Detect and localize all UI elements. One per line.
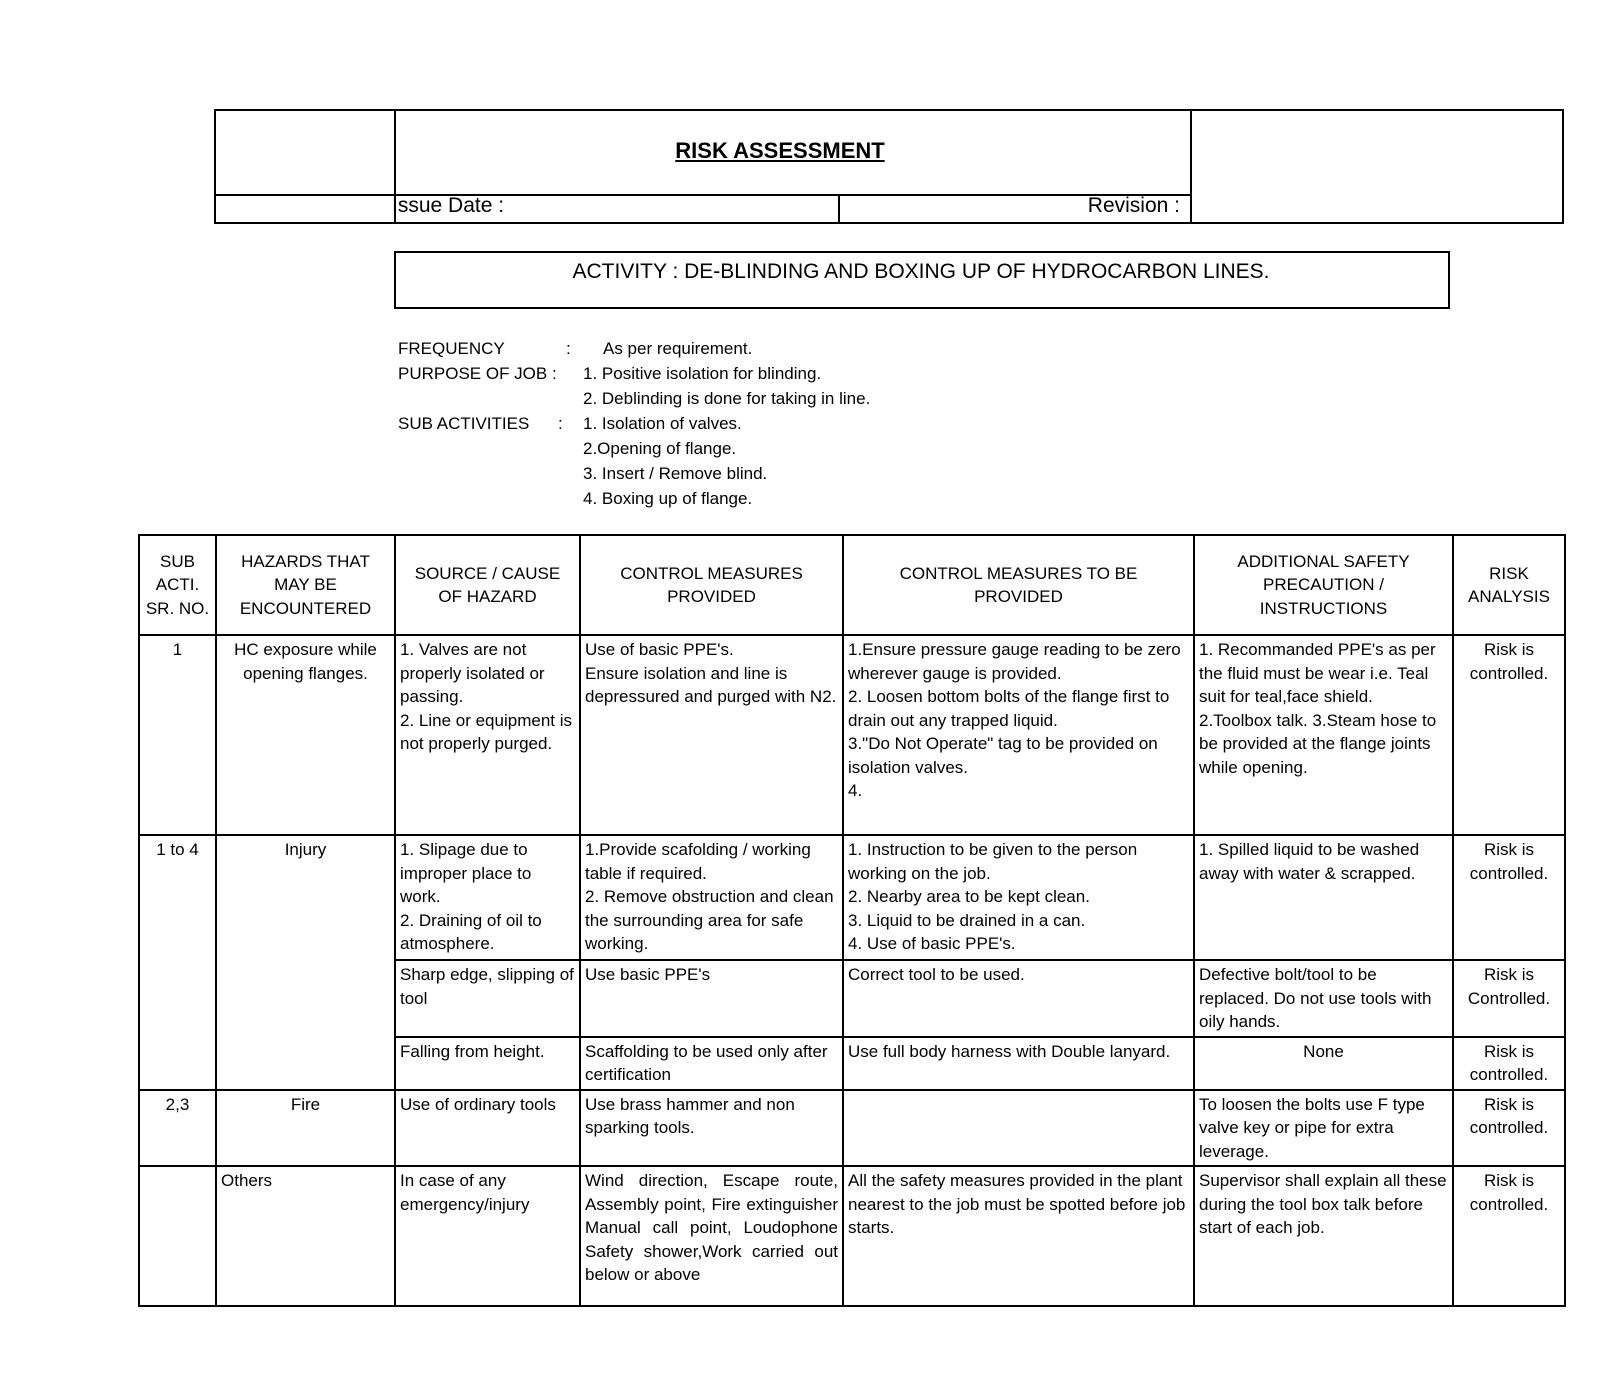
cell-control-to-provide: All the safety measures provided in the plant nearest to the job must be spotted before job starts.: [843, 1166, 1194, 1306]
revision-label: Revision :: [1087, 194, 1180, 217]
header-divider-middle: [838, 194, 840, 224]
frequency-colon: :: [566, 339, 571, 358]
cell-additional: 1. Recommanded PPE's as per the fluid must be wear i.e. Teal suit for teal,face shield. 2.Toolbox talk. 3.Steam hose to be provided at the flange joints while opening.: [1194, 635, 1453, 835]
cell-control-provided: Use basic PPE's: [580, 960, 843, 1037]
cell-additional: To loosen the bolts use F type valve key or pipe for extra leverage.: [1194, 1090, 1453, 1167]
cell-source: Use of ordinary tools: [395, 1090, 580, 1167]
cell-risk: Risk is controlled.: [1453, 635, 1565, 835]
cell-risk: Risk is controlled.: [1453, 1166, 1565, 1306]
header-risk: RISK ANALYSIS: [1453, 535, 1565, 635]
cell-source: 1. Slipage due to improper place to work. 2. Draining of oil to atmosphere.: [395, 835, 580, 960]
cell-additional: Defective bolt/tool to be replaced. Do not use tools with oily hands.: [1194, 960, 1453, 1037]
table-row: [139, 1166, 1565, 1306]
frequency-value: As per requirement.: [603, 339, 753, 358]
cell-additional: 1. Spilled liquid to be washed away with water & scrapped.: [1194, 835, 1453, 960]
table-header-row: [139, 535, 1565, 635]
cell-source: Falling from height.: [395, 1037, 580, 1090]
table-row: [139, 635, 1565, 835]
activity-title: ACTIVITY : DE-BLINDING AND BOXING UP OF HYDROCARBON LINES.: [572, 260, 1270, 283]
header-control-provided: CONTROL MEASURES PROVIDED: [580, 535, 843, 635]
header-additional: ADDITIONAL SAFETY PRECAUTION / INSTRUCTIONS: [1194, 535, 1453, 635]
cell-hazard: Injury: [216, 835, 395, 1090]
document-title: RISK ASSESSMENT: [675, 138, 885, 163]
job-info: [398, 336, 958, 516]
header-control-to-provide: CONTROL MEASURES TO BE PROVIDED: [843, 535, 1194, 635]
sub-activity-item: 4. Boxing up of flange.: [583, 489, 753, 508]
sub-activity-item: 1. Isolation of valves.: [583, 414, 742, 433]
cell-control-provided: Scaffolding to be used only after certification: [580, 1037, 843, 1090]
purpose-label: PURPOSE OF JOB :: [398, 364, 557, 383]
cell-risk: Risk is controlled.: [1453, 835, 1565, 960]
sub-activity-item: 3. Insert / Remove blind.: [583, 464, 768, 483]
cell-sr: 2,3: [139, 1090, 216, 1167]
cell-additional: Supervisor shall explain all these during the tool box talk before start of each job.: [1194, 1166, 1453, 1306]
cell-control-provided: Use of basic PPE's. Ensure isolation and line is depressured and purged with N2.: [580, 635, 843, 835]
cell-control-to-provide: Correct tool to be used.: [843, 960, 1194, 1037]
cell-control-to-provide: Use full body harness with Double lanyard.: [843, 1037, 1194, 1090]
cell-hazard: HC exposure while opening flanges.: [216, 635, 395, 835]
cell-control-provided: Use brass hammer and non sparking tools.: [580, 1090, 843, 1167]
cell-sr: [139, 1166, 216, 1306]
cell-sr: 1: [139, 635, 216, 835]
risk-table: [138, 534, 1566, 1307]
header-hazards: HAZARDS THAT MAY BE ENCOUNTERED: [216, 535, 395, 635]
cell-source: In case of any emergency/injury: [395, 1166, 580, 1306]
cell-hazard: Others: [216, 1166, 395, 1306]
cell-control-to-provide: 1. Instruction to be given to the person working on the job. 2. Nearby area to be kept clean. 3. Liquid to be drained in a can. 4. Use of basic PPE's.: [843, 835, 1194, 960]
cell-control-to-provide: [843, 1090, 1194, 1167]
table-row: [139, 1090, 1565, 1167]
cell-control-to-provide: 1.Ensure pressure gauge reading to be zero wherever gauge is provided. 2. Loosen bottom bolts of the flange first to drain out any trapped liquid. 3."Do Not Operate" tag to be provided on isolation valves. 4.: [843, 635, 1194, 835]
header-sub-acti: SUB ACTI. SR. NO.: [139, 535, 216, 635]
header-source: SOURCE / CAUSE OF HAZARD: [395, 535, 580, 635]
purpose-item: 2. Deblinding is done for taking in line.: [583, 389, 871, 408]
header-divider-right: [1190, 109, 1192, 224]
cell-control-provided: 1.Provide scafolding / working table if required. 2. Remove obstruction and clean the surrounding area for safe working.: [580, 835, 843, 960]
cell-hazard: Fire: [216, 1090, 395, 1167]
cell-sr: 1 to 4: [139, 835, 216, 1090]
sub-activity-item: 2.Opening of flange.: [583, 439, 737, 458]
purpose-item: 1. Positive isolation for blinding.: [583, 364, 822, 383]
table-row: [139, 835, 1565, 960]
cell-risk: Risk is controlled.: [1453, 1090, 1565, 1167]
cell-source: 1. Valves are not properly isolated or passing. 2. Line or equipment is not properly purged.: [395, 635, 580, 835]
issue-date-label: Issue Date :: [392, 194, 505, 217]
frequency-label: FREQUENCY: [398, 339, 505, 358]
sub-activities-label: SUB ACTIVITIES: [398, 414, 530, 433]
cell-risk: Risk is Controlled.: [1453, 960, 1565, 1037]
cell-source: Sharp edge, slipping of tool: [395, 960, 580, 1037]
sub-activities-colon: :: [558, 414, 563, 433]
cell-control-provided: Wind direction, Escape route, Assembly point, Fire extinguisher Manual call point, Loudophone Safety shower,Work carried out below or above: [580, 1166, 843, 1306]
cell-risk: Risk is controlled.: [1453, 1037, 1565, 1090]
cell-additional: None: [1194, 1037, 1453, 1090]
